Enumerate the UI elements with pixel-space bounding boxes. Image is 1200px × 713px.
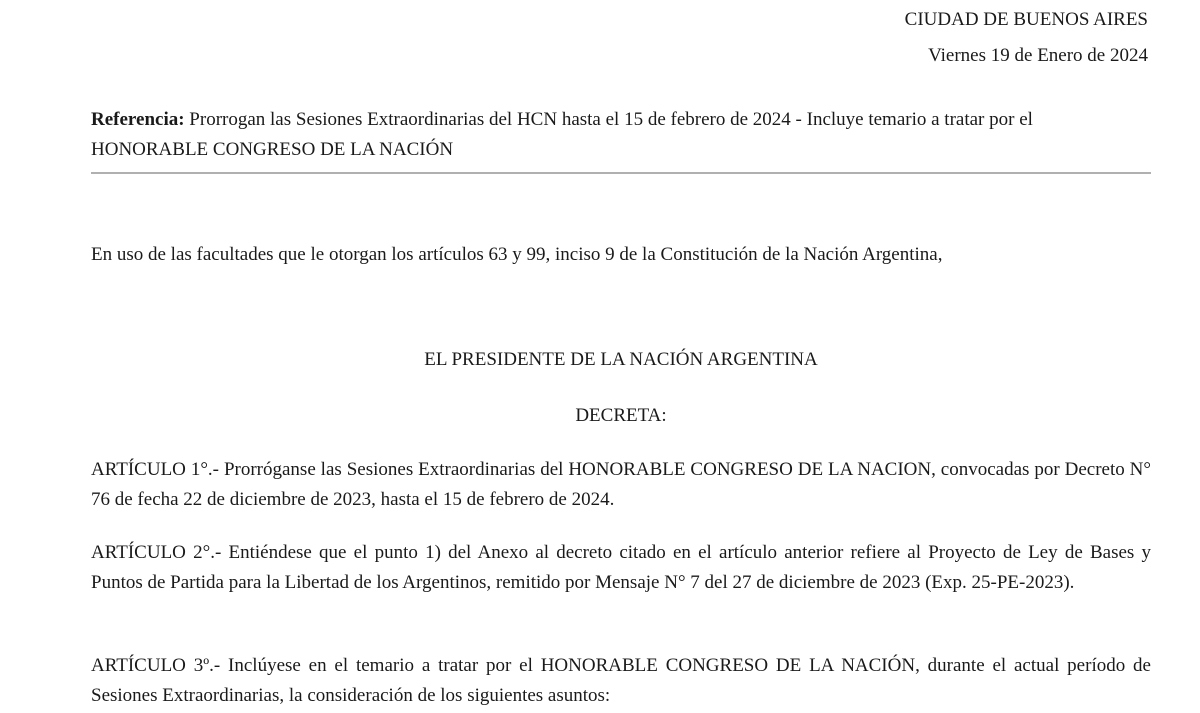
separator-rule — [91, 172, 1151, 174]
article-2: ARTÍCULO 2°.- Entiéndese que el punto 1) del Anexo al decreto citado en el artículo anterior refiere al Proyecto de Ley de Bases y Puntos de Partida para la Libertad de los Argentinos, remitido por Mensaje N° 7 del 27 de diciembre de 2023 (Exp. 25-PE-2023). — [91, 542, 1151, 593]
article-3: ARTÍCULO 3º.- Inclúyese en el temario a tratar por el HONORABLE CONGRESO DE LA NACIÓN, durante el actual período de Sesiones Extraordinarias, la consideración de los siguientes asuntos: — [91, 655, 1151, 706]
preamble-paragraph: En uso de las facultades que le otorgan los artículos 63 y 99, inciso 9 de la Constitución de la Nación Argentina, — [91, 244, 943, 265]
reference-text: Prorrogan las Sesiones Extraordinarias del HCN hasta el 15 de febrero de 2024 - Incluye temario a tratar por el HONORABLE CONGRESO DE LA NACIÓN — [91, 109, 1033, 160]
president-heading: EL PRESIDENTE DE LA NACIÓN ARGENTINA — [424, 349, 818, 370]
reference-paragraph — [91, 105, 1151, 165]
decreta-heading: DECRETA: — [575, 405, 667, 426]
date-heading: Viernes 19 de Enero de 2024 — [928, 45, 1148, 66]
article-1: ARTÍCULO 1°.- Prorróganse las Sesiones Extraordinarias del HONORABLE CONGRESO DE LA NACION, convocadas por Decreto N° 76 de fecha 22 de diciembre de 2023, hasta el 15 de febrero de 2024. — [91, 459, 1151, 510]
city-heading: CIUDAD DE BUENOS AIRES — [904, 9, 1148, 30]
reference-label: Referencia: — [91, 109, 185, 130]
